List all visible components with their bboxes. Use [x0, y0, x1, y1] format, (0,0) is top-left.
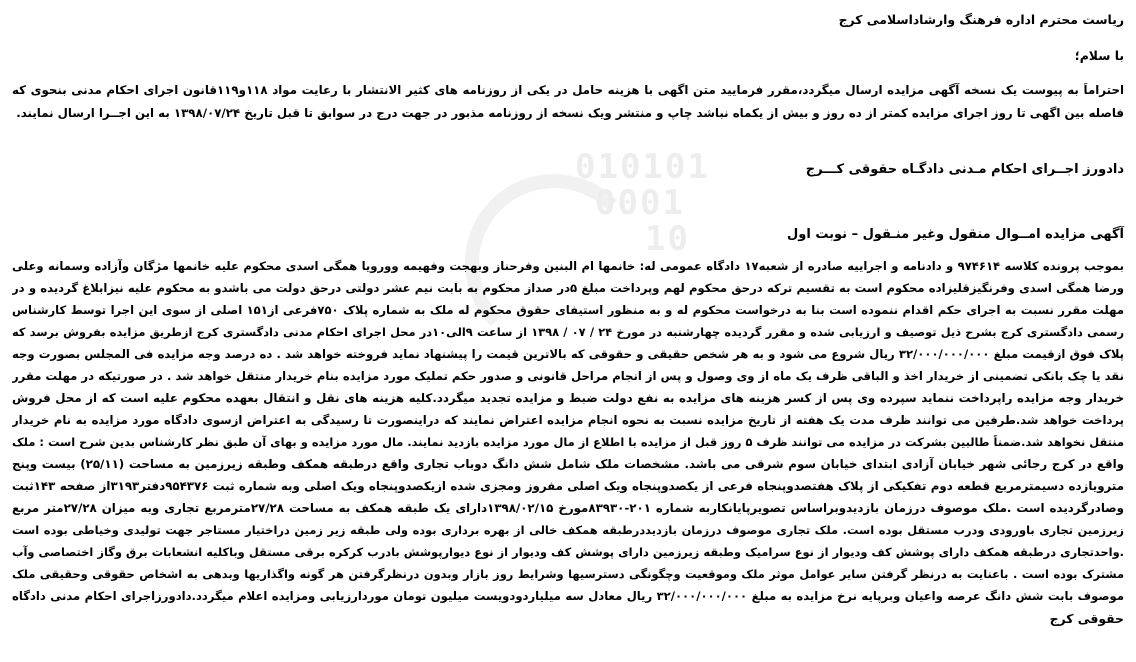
- notice-closing: حقوقی کرج: [1049, 611, 1124, 626]
- watermark-line-3: 10: [645, 219, 690, 259]
- notice-body-line: ورضا همگی اسدی وفرنگیزقلیزاده محکوم است به تقسیم ترکه درحق محکوم لهم وپرداخت مبلغ ۵در صداز محکوم به بابت نیم عشر دولتی درحق دولت می باشدو به محکوم علیه نیزابلاغ گردیده و در: [12, 281, 1124, 295]
- notice-body-line: وصادرگردیده است .ملک موصوف درزمان بازدیدوبراساس تصویرپایانکاربه شماره ۲۰۱-۸۳۹۳۰مورخ ۱۳۹۸/۰۲/۱۵دارای یک طبقه همکف به مساحت ۲۷/۲۸مترمربع تجاری وبه میزان ۲۷/۲۸متر مربع: [12, 501, 1124, 515]
- watermark-line-2: 0001: [595, 183, 685, 223]
- notice-body-line: زیرزمین تجاری باورودی ودرب مستقل بوده است. ملک تجاری موصوف درزمان بازدیددرطبقه همکف خالی از بهره برداری بوده ولی طبقه زیر زمین دراختیار مستاجر جهت تولیدی وخیاطی بوده است: [12, 523, 1124, 537]
- notice-title: آگهی مزایده امــوال منقول وغیر منـقول – نوبت اول: [787, 227, 1124, 242]
- notice-body-line: موصوف بابت شش دانگ عرصه واعیان وبرپایه نرخ مزایده به مبلغ ۳۲/۰۰۰/۰۰۰/۰۰۰ ریال معادل سه میلیاردودویست میلیون تومان موردارزیابی ومزایده اعلام میگردد.دادورزاجرای احکام مدنی دادگاه: [12, 589, 1124, 603]
- notice-body-line: رسمی دادگستری کرج بشرح ذیل توصیف و ارزیابی شده و مقرر گردیده چهارشنبه در مورخ ۲۴ / ۰۷ / ۱۳۹۸ از ساعت ۹الی۱۰در محل اجرای احکام مدنی دادگستری کرج ازطریق مزایده بفروش برسد که: [12, 325, 1124, 339]
- notice-body-line: بموجب پرونده کلاسه ۹۷۴۶۱۴ و دادنامه و اجراییه صادره از شعبه۱۷ دادگاه عمومی له: خانمها ام البنین وفرحناز وبهجت وفهیمه وورویا همگی اسدی محکوم علیه خانمها مژگان وآزاده وسمانه وعلی: [12, 259, 1124, 273]
- notice-body-line: واقع در کرج رجائی شهر خیابان آزادی ابتدای خیابان سوم شرقی می باشد. مشخصات ملک شامل شش دانگ دوباب تجاری واقع درطبقه همکف وطبقه زیرزمین به مساحت (۲۵/۱۱) بیست وپنج: [12, 457, 1124, 471]
- notice-body-line: .واحدتجاری درطبقه همکف دارای پوشش کف ودیوار از نوع سرامیک وطبقه زیرزمین دارای پوشش کف ودیوار از نوع دیوارپوشش بادرب کرکره برقی مستقل وباکلیه انشعابات برق وگاز اختصاصی وآب: [12, 545, 1124, 559]
- letter-intro-line: احتراماً به پیوست یک نسخه آگهی مزایده ارسال میگردد،مقرر فرمایید متن اگهی با هزینه حامل در یکی از روزنامه های کثیر الانتشار با رعایت مواد ۱۱۸و۱۱۹قانون اجرای احکام مدنی بنحوی که: [12, 83, 1124, 97]
- letter-intro-line: فاصله بین اگهی تا روز اجرای مزایده کمتر از ده روز و بیش از یکماه نباشد چاپ و منتشر ویک نسخه از روزنامه مذبور در جهت درج در سوابق تا قبل تاریخ ۱۳۹۸/۰۷/۲۴ به این اجــرا ارسال نمایند.: [16, 106, 1124, 120]
- notice-body-line: نقد یا چک بانکی تضمینی از خریدار اخذ و الباقی ظرف یک ماه از وی وصول و پس از انجام مراحل قانونی و صدور حکم تملیک مورد مزایده بنام خریدار منتقل خواهد شد . در صورتیکه در مهلت مقرر: [12, 369, 1124, 383]
- office-heading: دادورز اجــرای احکام مـدنی دادگـاه حقوقی کـــرج: [805, 162, 1124, 177]
- notice-body-line: خریدار وجه مزایده راپرداخت ننماید سپرده وی پس از کسر هزینه های مزایده به نفع دولت ضبط و مزایده تجدید میگردد.کلیه هزینه های نقل و انتقال بعهده محکوم علیه است که از محل فروش: [12, 391, 1124, 405]
- notice-body-line: پرداخت خواهد شد.طرفین می توانند ظرف مدت یک هفته از تاریخ مزایده نسبت به نحوه انجام مزایده اعتراض نمایند که دراینصورت تا رسیدگی به اعتراض ازسوی دادگاه مورد مزایده به نام خریدار: [12, 413, 1124, 427]
- notice-body-line: پلاک فوق ازقیمت مبلغ ۳۲/۰۰۰/۰۰۰/۰۰۰ ریال شروع می شود و به هر شخص حقیقی و حقوقی که بالاترین قیمت را پیشنهاد نماید فروخته خواهد شد . ده درصد وجه مزایده فی المجلس بصورت وجه: [12, 347, 1124, 361]
- notice-body-line: مترویازده دسیمترمربع قطعه دوم تفکیکی از پلاک هفتصدوپنجاه فرعی از یکصدوپنجاه ویک اصلی مفروز ومجزی شده ازیکصدوپنجاه ویک اصلی وبه شماره ثبت ۹۵۴۳۷۶دفتر۳۱۹۳از صفحه ۱۴۳ثبت: [12, 479, 1124, 493]
- notice-body-line: منتقل نخواهد شد.ضمناً طالبین بشرکت در مزایده می توانند ظرف ۵ روز قبل از مزایده با اطلاع از مال مورد مزایده بازدید نمایند. مال مورد مزایده و بهای آن طبق نظر کارشناس بدین شرح است : ملک: [12, 435, 1124, 449]
- notice-body-line: مهلت مقرر نسبت به اجرای حکم اقدام ننموده است بنا به درخواست محکوم له و به منظور استیفای حقوق محکوم له ملک به شماره پلاک ۷۵۰فرعی از۱۵۱ اصلی از سوی این اجرا توسط کارشناس: [12, 303, 1124, 317]
- letter-greeting: با سلام؛: [1074, 48, 1124, 63]
- watermark-logo: [575, 147, 825, 270]
- watermark-line-1: 010101: [575, 147, 710, 187]
- notice-body-line: مشترک بوده است . باعنایت به درنظر گرفتن سایر عوامل موثر ملک وموقعیت وچگونگی دسترسیها وشرایط روز بازار وبدون درنظرگرفتن هر گونه واگذاریها وبدهی به اشخاص حقوقی وحقیقی ملک: [12, 567, 1124, 581]
- letter-addressee: ریاست محترم اداره فرهنگ وارشاداسلامی کرج: [838, 12, 1124, 27]
